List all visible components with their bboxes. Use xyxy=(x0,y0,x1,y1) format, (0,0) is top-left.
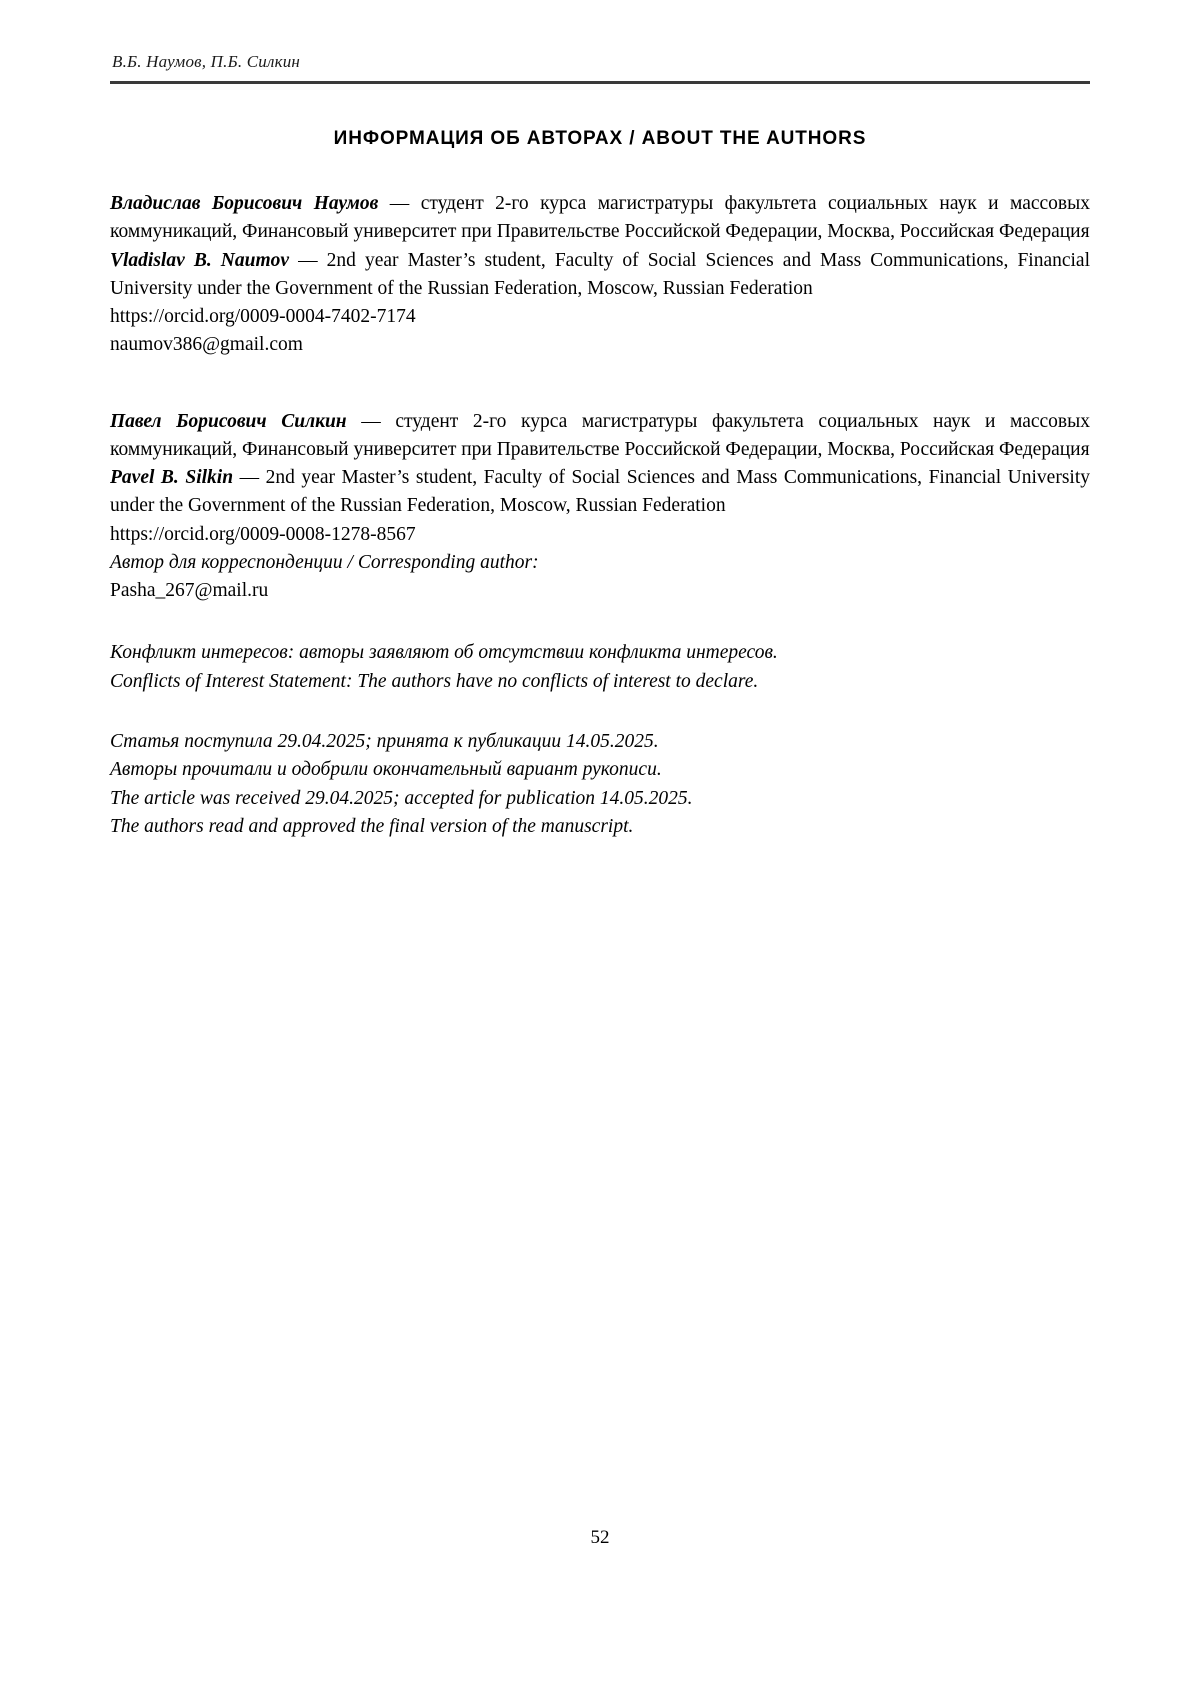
author-ru-line xyxy=(110,190,1090,247)
author-orcid-link[interactable]: https://orcid.org/0009-0004-7402-7174 xyxy=(110,306,416,328)
conflicts-of-interest xyxy=(110,639,1090,696)
author-block xyxy=(110,190,1090,360)
running-head: В.Б. Наумов, П.Б. Силкин xyxy=(112,52,301,71)
received-ru: Статья поступила 29.04.2025; принята к публикации 14.05.2025. xyxy=(110,730,659,752)
author-name-ru: Владислав Борисович Наумов xyxy=(110,193,379,214)
page-number: 52 xyxy=(590,1527,610,1548)
author-affiliation-en: — 2nd year Master’s student, Faculty of Social Sciences and Mass Communications, Financial University under the Government of the Russian Federation, Moscow, Russian Federation xyxy=(110,249,1091,299)
author-ru-line xyxy=(110,408,1090,465)
received-en: The article was received 29.04.2025; accepted for publication 14.05.2025. xyxy=(110,787,693,809)
author-en-line xyxy=(110,247,1090,304)
author-affiliation-en: — 2nd year Master’s student, Faculty of Social Sciences and Mass Communications, Financial University under the Government of the Russian Federation, Moscow, Russian Federation xyxy=(110,467,1090,517)
approval-en: The authors read and approved the final version of the manuscript. xyxy=(110,815,634,837)
conflicts-en: Conflicts of Interest Statement: The authors have no conflicts of interest to declare. xyxy=(110,670,759,692)
corresponding-author-note: Автор для корреспонденции / Corresponding author: xyxy=(110,551,539,573)
spacer xyxy=(110,394,1090,408)
author-orcid-link[interactable]: https://orcid.org/0009-0008-1278-8567 xyxy=(110,523,416,545)
conflicts-ru: Конфликт интересов: авторы заявляют об отсутствии конфликта интересов. xyxy=(110,642,778,664)
author-affiliation-ru: — студент 2-го курса магистратуры факультета социальных наук и массовых коммуникаций, Финансовый университет при Правительстве Российской Федерации, Москва, Российская Федерация xyxy=(110,410,1090,460)
author-name-ru: Павел Борисович Силкин xyxy=(110,410,347,432)
author-email-link[interactable]: naumov386@gmail.com xyxy=(110,334,303,356)
page-title: ИНФОРМАЦИЯ ОБ АВТОРАХ / ABOUT THE AUTHORS xyxy=(333,128,867,149)
author-name-en: Vladislav B. Naumov xyxy=(110,249,290,271)
author-block xyxy=(110,408,1090,606)
page-content xyxy=(110,52,1090,841)
header-divider xyxy=(110,81,1090,84)
author-en-line xyxy=(110,464,1090,521)
author-name-en: Pavel B. Silkin xyxy=(110,467,234,489)
approval-ru: Авторы прочитали и одобрили окончательный вариант рукописи. xyxy=(110,759,662,781)
author-email-link[interactable]: Pasha_267@mail.ru xyxy=(110,580,269,602)
author-affiliation-ru: — студент 2-го курса магистратуры факультета социальных наук и массовых коммуникаций, Финансовый университет при Правительстве Российской Федерации, Москва, Российская Федерация xyxy=(110,193,1090,243)
submission-dates xyxy=(110,728,1090,841)
